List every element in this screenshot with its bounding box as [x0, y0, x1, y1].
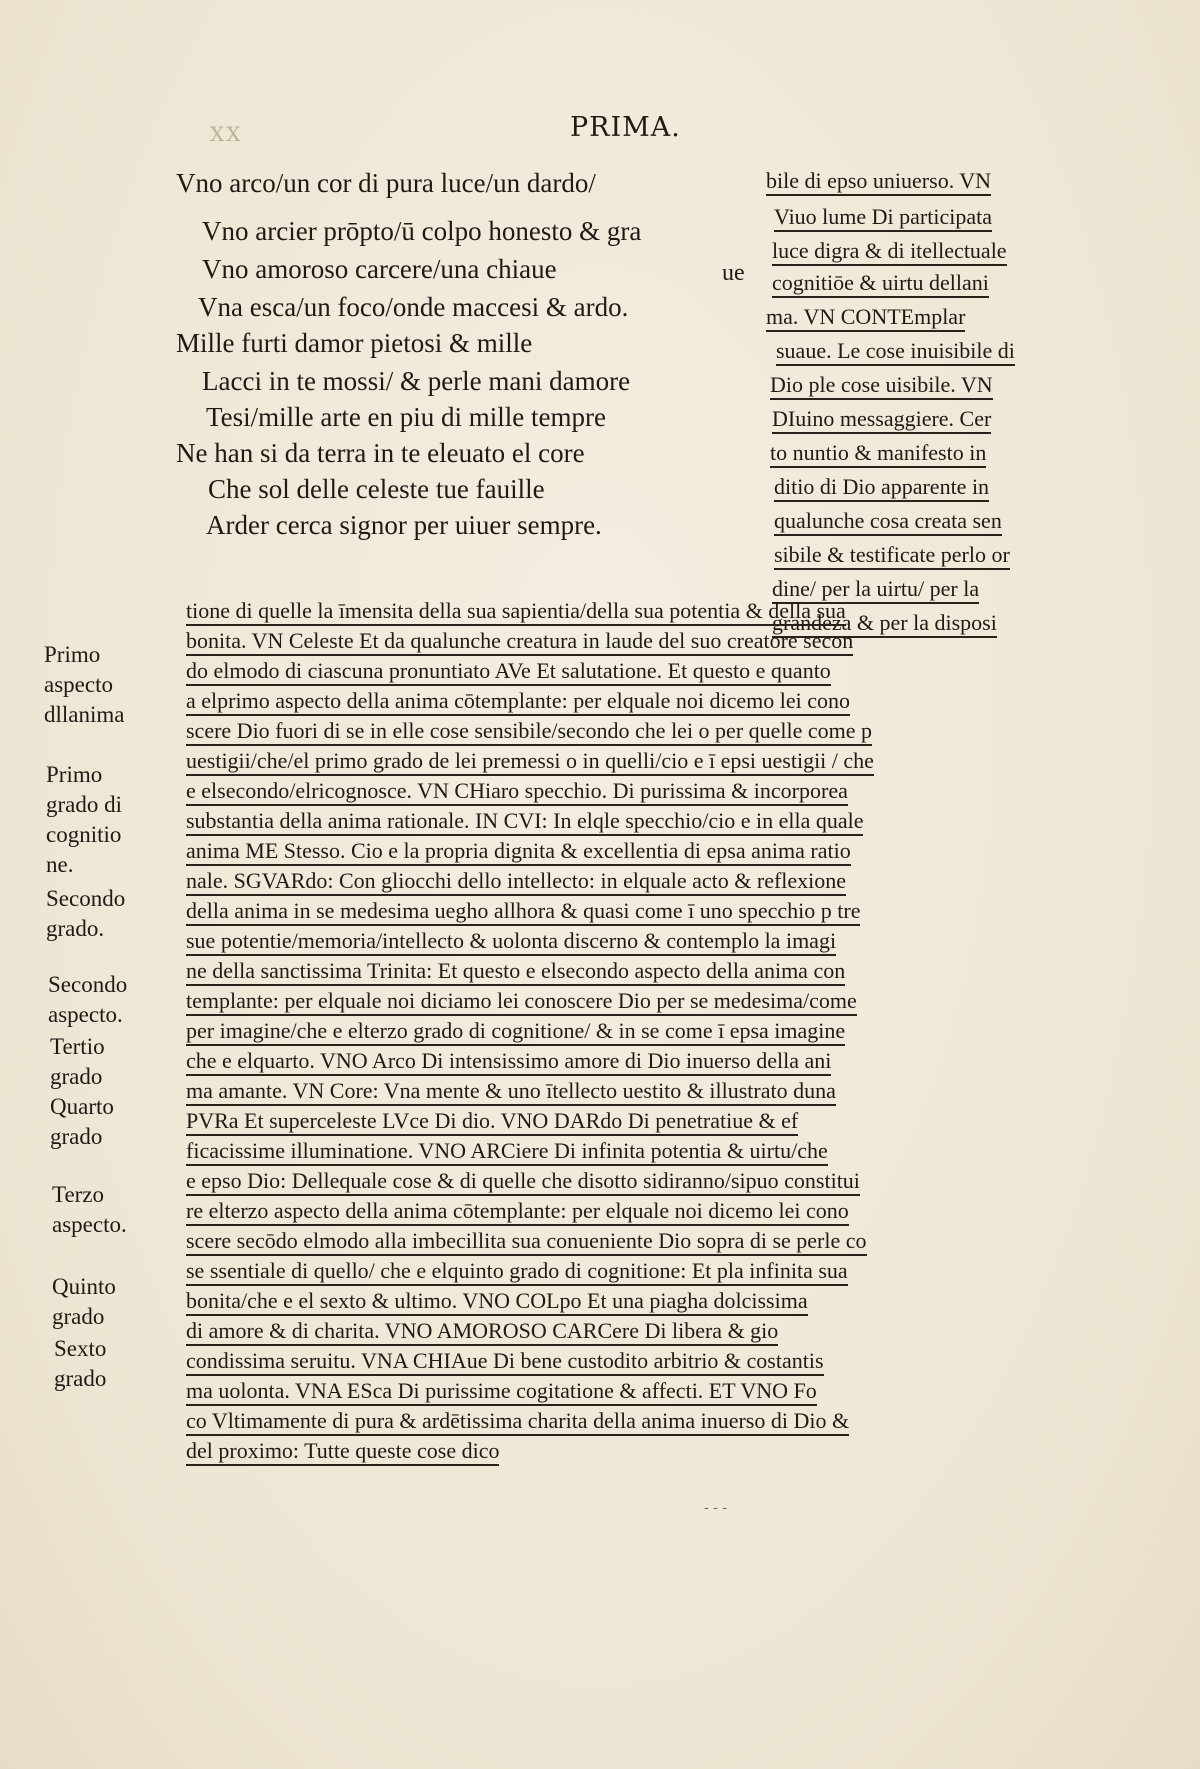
commentary-line: cognitiōe & uirtu dellani — [772, 272, 989, 298]
commentary-line: nale. SGVARdo: Con gliocchi dello intellecto: in elquale acto & reflexione — [186, 870, 846, 896]
verse-line: Tesi/mille arte en piu di mille tempre — [206, 402, 606, 432]
commentary-line: Viuo lume Di participata — [774, 206, 992, 232]
commentary-line: substantia della anima rationale. IN CVI: In elqle specchio/cio e in ella quale — [186, 810, 863, 836]
commentary-line: tione di quelle la īmensita della sua sapientia/della sua potentia & della sua — [186, 600, 846, 626]
margin-note: Sexto grado — [54, 1336, 107, 1391]
verse-line: Vno arcier prōpto/ū colpo honesto & gra — [202, 216, 642, 246]
commentary-line: ma uolonta. VNA ESca Di purissime cogitatione & affecti. ET VNO Fo — [186, 1380, 817, 1406]
commentary-line: to nuntio & manifesto in — [770, 442, 986, 468]
commentary-line: e epso Dio: Dellequale cose & di quelle che disotto sidiranno/sipuo constitui — [186, 1170, 860, 1196]
commentary-line: sibile & testificate perlo or — [774, 544, 1010, 570]
commentary-line: bonita. VN Celeste Et da qualunche creatura in laude del suo creatore secon — [186, 630, 853, 656]
commentary-line: se ssentiale di quello/ che e elquinto grado di cognitione: Et pla infinita sua — [186, 1260, 848, 1286]
commentary-line: ditio di Dio apparente in — [774, 476, 989, 502]
commentary-line: DIuino messaggiere. Cer — [772, 408, 991, 434]
commentary-line: Dio ple cose uisibile. VN — [770, 374, 993, 400]
commentary-line: do elmodo di ciascuna pronuntiato AVe Et salutatione. Et questo e quanto — [186, 660, 831, 686]
margin-note: Terzo aspecto. — [52, 1182, 127, 1237]
commentary-line: scere Dio fuori di se in elle cose sensibile/secondo che lei o per quelle come p — [186, 720, 872, 746]
commentary-line: scere secōdo elmodo alla imbecillita sua conueniente Dio sopra di se perle co — [186, 1230, 867, 1256]
commentary-line: sue potentie/memoria/intellecto & uolonta discerno & contemplo la imagi — [186, 930, 836, 956]
margin-note: Tertio grado — [50, 1034, 105, 1089]
commentary-line: del proximo: Tutte queste cose dico — [186, 1440, 499, 1466]
margin-note: Quarto grado — [50, 1094, 114, 1149]
commentary-line: della anima in se medesima uegho allhora & quasi come ī uno specchio p tre — [186, 900, 860, 926]
commentary-line: PVRa Et superceleste LVce Di dio. VNO DARdo Di penetratiue & ef — [186, 1110, 798, 1136]
commentary-line: che e elquarto. VNO Arco Di intensissimo amore di Dio inuerso della ani — [186, 1050, 831, 1076]
commentary-line: di amore & di charita. VNO AMOROSO CARCere Di libera & gio — [186, 1320, 778, 1346]
bottom-mark: - - - — [704, 1500, 728, 1516]
commentary-line: luce digra & di itellectuale — [772, 240, 1007, 266]
verse-line: Che sol delle celeste tue fauille — [208, 474, 545, 504]
commentary-line: templante: per elquale noi diciamo lei conoscere Dio per se medesima/come — [186, 990, 857, 1016]
commentary-line: ficacissime illuminatione. VNO ARCiere Di infinita potentia & uirtu/che — [186, 1140, 828, 1166]
commentary-line: ma amante. VN Core: Vna mente & uno ītellecto uestito & illustrato duna — [186, 1080, 836, 1106]
commentary-line: per imagine/che e elterzo grado di cognitione/ & in se come ī epsa imagine — [186, 1020, 845, 1046]
commentary-line: qualunche cosa creata sen — [774, 510, 1002, 536]
verse-line: Arder cerca signor per uiuer sempre. — [206, 510, 602, 540]
commentary-line: condissima seruitu. VNA CHIAue Di bene custodito arbitrio & costantis — [186, 1350, 824, 1376]
commentary-line: dine/ per la uirtu/ per la — [772, 578, 979, 604]
margin-note: Primo grado di cognitio ne. — [46, 762, 123, 877]
margin-note: Secondo grado. — [46, 886, 126, 941]
margin-note: Primo aspecto dllanima — [44, 642, 125, 727]
verse-line: Mille furti damor pietosi & mille — [176, 328, 533, 358]
verse-line: Ne han si da terra in te eleuato el core — [176, 438, 585, 468]
verse-line: Vno amoroso carcere/una chiaue — [202, 254, 557, 284]
running-head: PRIMA. — [570, 112, 681, 143]
commentary-line: grandeza & per la disposi — [772, 612, 997, 638]
verse-line: Lacci in te mossi/ & perle mani damore — [202, 366, 631, 396]
commentary-line: re elterzo aspecto della anima cōtemplante: per elquale noi dicemo lei cono — [186, 1200, 849, 1226]
commentary-line: a elprimo aspecto della anima cōtemplante: per elquale noi dicemo lei cono — [186, 690, 850, 716]
commentary-line: co Vltimamente di pura & ardētissima charita della anima inuerso di Dio & — [186, 1410, 849, 1436]
commentary-line: ma. VN CONTEmplar — [766, 306, 965, 332]
commentary-line: e elsecondo/elricognosce. VN CHiaro specchio. Di purissima & incorporea — [186, 780, 848, 806]
commentary-line: suaue. Le cose inuisibile di — [776, 340, 1015, 366]
margin-note: Secondo aspecto. — [48, 972, 128, 1027]
commentary-line: ne della sanctissima Trinita: Et questo e elsecondo aspecto della anima con — [186, 960, 845, 986]
verse-tail: ue — [722, 260, 745, 286]
verse-line: Vna esca/un foco/onde maccesi & ardo. — [198, 292, 629, 322]
commentary-line: uestigii/che/el primo grado de lei premessi o in quelli/cio e ī epsi uestigii / che — [186, 750, 874, 776]
verse-line: Vno arco/un cor di pura luce/un dardo/ — [176, 168, 596, 198]
commentary-line: bonita/che e el sexto & ultimo. VNO COLpo Et una piagha dolcissima — [186, 1290, 808, 1316]
commentary-line: anima ME Stesso. Cio e la propria dignita & excellentia di epsa anima ratio — [186, 840, 851, 866]
folio-mark: XX — [210, 122, 243, 146]
margin-note: Quinto grado — [52, 1274, 116, 1329]
commentary-line: bile di epso uniuerso. VN — [766, 170, 991, 196]
